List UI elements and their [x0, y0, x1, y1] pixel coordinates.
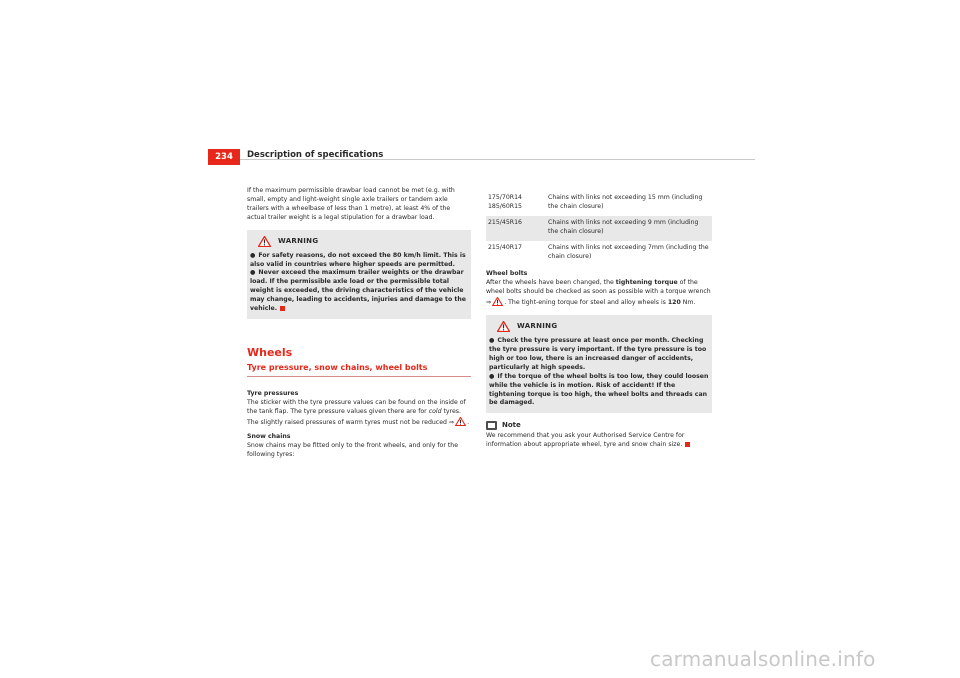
- warning-box-trailer: [247, 230, 471, 319]
- note-header: [486, 421, 712, 430]
- warning-triangle-icon: [497, 321, 510, 332]
- chain-spec-cell: Chains with links not exceeding 7mm (including the chain closure): [548, 243, 709, 260]
- torque-unit: Nm.: [680, 299, 696, 307]
- tightening-torque-bold: tightening torque: [615, 279, 678, 287]
- end-mark-icon: [685, 442, 690, 447]
- warning-box-tyres: [486, 315, 712, 413]
- note-label: Note: [502, 421, 521, 430]
- left-column: [247, 187, 471, 466]
- bullet-icon: ●: [250, 269, 256, 277]
- snow-chains-heading: Snow chains: [247, 433, 291, 441]
- note-icon: [486, 421, 497, 430]
- wheel-bolts-heading: Wheel bolts: [486, 270, 528, 278]
- tyre-pressures-heading: Tyre pressures: [247, 389, 299, 397]
- torque-value: 120: [667, 299, 681, 307]
- warning-bullet: [250, 269, 468, 314]
- warning-bullet-text: For safety reasons, do not exceed the 80 km/h limit. This is also valid in countries where higher speeds are permitted.: [250, 251, 466, 268]
- wheel-bolts-text: After the wheels have been changed, the: [486, 279, 616, 287]
- wheel-bolts-text-2: of the wheel bolts should be checked as soon as possible with a torque wrench ⇒: [486, 279, 711, 307]
- tyre-pressures-trailing: .: [467, 418, 470, 426]
- intro-paragraph: If the maximum permissible drawbar load cannot be met (e.g. with small, empty and light-weight single axle trailers or tandem axle trailers with a wheelbase of less than 1 metre), at least 4% of the actual trailer weight is a legal stipulation for a drawbar load.: [247, 187, 455, 221]
- tyre-size-cell: [486, 191, 546, 216]
- tyre-pressures-paragraph: [247, 399, 471, 428]
- end-mark-icon: [280, 306, 285, 311]
- warning-bullet: [489, 373, 709, 409]
- note-paragraph: [486, 432, 712, 450]
- tyre-pressures-text: The sticker with the tyre pressure values can be found on the inside of the tank flap. The tyre pressure values given there are for: [247, 398, 466, 415]
- warning-bullet-text: Never exceed the maximum trailer weights or the drawbar load. If the permissible axle load or the permissible total weight is exceeded, the driving characteristics of the vehicle may change, leading to accidents, injuries and damage to the vehicle.: [250, 269, 466, 313]
- warning-header: [258, 236, 468, 247]
- tyre-size: 185/60R15: [488, 202, 522, 210]
- warning-label: WARNING: [278, 236, 319, 245]
- right-column: [486, 191, 712, 456]
- wheels-heading: Wheels: [247, 345, 293, 359]
- tyre-pressures-text-2: tyres. The slightly raised pressures of warm tyres must not be reduced ⇒: [247, 407, 461, 426]
- wheel-bolts-paragraph: [486, 279, 712, 308]
- watermark: carmanualsonline.info: [650, 647, 876, 671]
- table-row: [486, 191, 712, 216]
- chain-spec-cell: Chains with links not exceeding 15 mm (including the chain closure): [548, 194, 703, 210]
- snow-chains-paragraph: Snow chains may be fitted only to the front wheels, and only for the following tyres:: [247, 442, 459, 459]
- table-row: [486, 216, 712, 241]
- warning-bullet-text: Check the tyre pressure at least once per month. Checking the tyre pressure is very important. If the tyre pressure is too high or too low, there is an increased danger of accidents, particularly at high speeds.: [489, 337, 707, 371]
- tyre-size: 175/70R14: [488, 194, 522, 201]
- wheels-subheading: Tyre pressure, snow chains, wheel bolts: [247, 364, 471, 377]
- bullet-icon: ●: [489, 372, 495, 380]
- page-number: 234: [208, 149, 240, 165]
- warning-bullet: [489, 337, 709, 373]
- bullet-icon: ●: [489, 337, 495, 345]
- wheel-bolts-text-3: . The tight-ening torque for steel and alloy wheels is: [504, 299, 668, 307]
- warning-label: WARNING: [517, 322, 558, 331]
- snow-chain-table: [486, 191, 712, 265]
- tyre-size-cell: 215/45R16: [486, 216, 546, 241]
- bullet-icon: ●: [250, 251, 256, 259]
- table-row: [486, 241, 712, 266]
- warning-header: [497, 321, 709, 332]
- warning-bullet-text: If the torque of the wheel bolts is too low, they could loosen while the vehicle is in motion. Risk of accident! If the tightening torque is too high, the wheel bolts and threads can be damaged.: [489, 372, 709, 407]
- italic-cold: cold: [428, 407, 442, 415]
- tyre-size-cell: 215/40R17: [488, 243, 522, 251]
- section-title: Description of specifications: [247, 150, 384, 160]
- warning-bullet: [250, 252, 468, 270]
- warning-triangle-icon[interactable]: [492, 297, 503, 306]
- chain-spec-cell: Chains with links not exceeding 9 mm (including the chain closure): [546, 216, 712, 241]
- note-text: We recommend that you ask your Authorised Service Centre for information about appropriate wheel, tyre and snow chain size.: [486, 432, 685, 449]
- warning-triangle-icon[interactable]: [455, 417, 466, 426]
- warning-triangle-icon: [258, 236, 271, 247]
